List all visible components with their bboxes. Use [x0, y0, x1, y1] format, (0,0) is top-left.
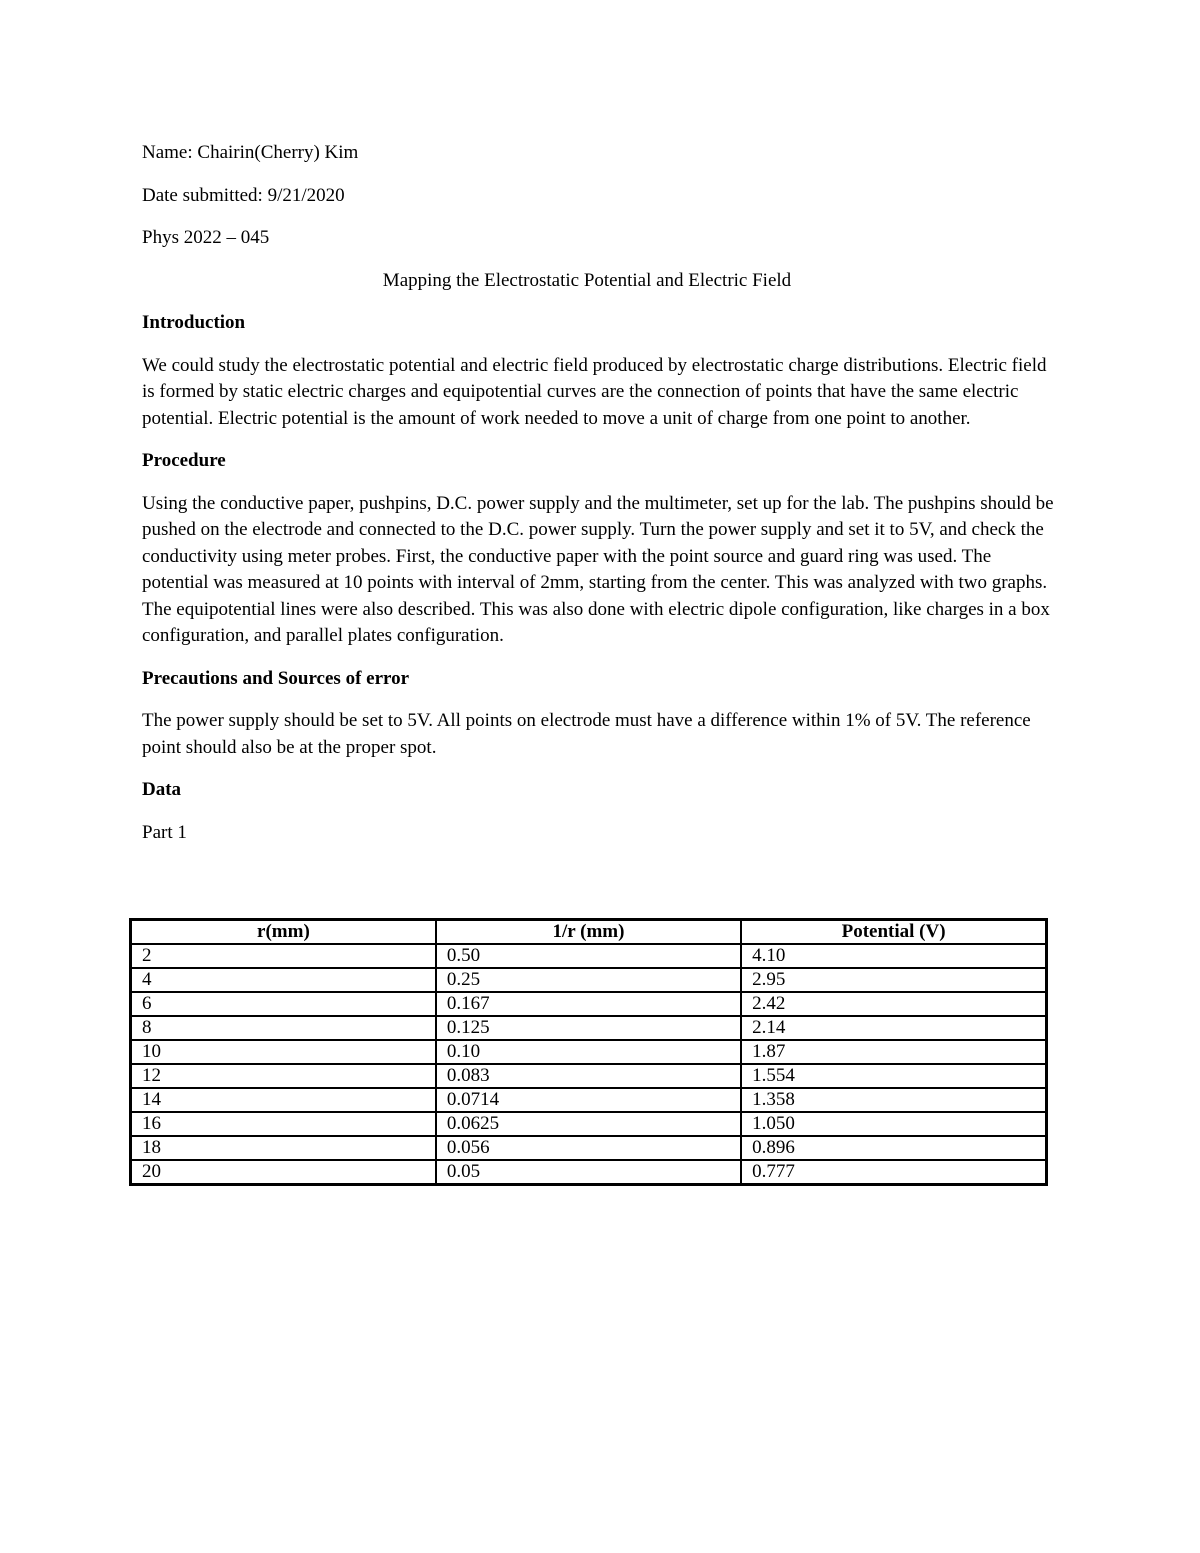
- cell-r: 16: [131, 1112, 436, 1136]
- cell-potential: 2.95: [741, 968, 1046, 992]
- cell-r: 8: [131, 1016, 436, 1040]
- course-code: Phys 2022 – 045: [142, 227, 270, 248]
- precautions-heading: Precautions and Sources of error: [142, 667, 410, 689]
- cell-potential: 2.42: [741, 992, 1046, 1016]
- cell-potential: 1.358: [741, 1088, 1046, 1112]
- table-row: [131, 968, 1047, 992]
- header-cell-inverse-r: 1/r (mm): [436, 920, 741, 945]
- header-cell-r: r(mm): [131, 920, 436, 945]
- table-row: [131, 1112, 1047, 1136]
- cell-inverse-r: 0.167: [436, 992, 741, 1016]
- cell-inverse-r: 0.083: [436, 1064, 741, 1088]
- cell-inverse-r: 0.10: [436, 1040, 741, 1064]
- cell-potential: 4.10: [741, 944, 1046, 968]
- cell-r: 18: [131, 1136, 436, 1160]
- cell-inverse-r: 0.05: [436, 1160, 741, 1185]
- cell-inverse-r: 0.125: [436, 1016, 741, 1040]
- cell-inverse-r: 0.0625: [436, 1112, 741, 1136]
- part-label: Part 1: [142, 821, 187, 843]
- table-row: [131, 992, 1047, 1016]
- cell-potential: 0.896: [741, 1136, 1046, 1160]
- table-row: [131, 1160, 1047, 1185]
- cell-r: 14: [131, 1088, 436, 1112]
- cell-r: 20: [131, 1160, 436, 1185]
- cell-potential: 1.87: [741, 1040, 1046, 1064]
- table-header-row: [131, 920, 1047, 945]
- procedure-paragraph: Using the conductive paper, pushpins, D.C. power supply and the multimeter, set up for the lab. The pushpins should be pushed on the electrode and connected to the D.C. power supply. Turn the power supply and set it to 5V, and check the conductivity using meter probes. First, the conductive paper with the point source and guard ring was used. The potential was measured at 10 points with interval of 2mm, starting from the center. This was analyzed with two graphs. The equipotential lines were also described. This was also done with electric dipole configuration, like charges in a box configuration, and parallel plates configuration.: [142, 492, 1054, 646]
- cell-r: 6: [131, 992, 436, 1016]
- table-row: [131, 1016, 1047, 1040]
- date-submitted: Date submitted: 9/21/2020: [142, 184, 345, 206]
- cell-r: 2: [131, 944, 436, 968]
- cell-inverse-r: 0.0714: [436, 1088, 741, 1112]
- table-row: [131, 944, 1047, 968]
- cell-inverse-r: 0.50: [436, 944, 741, 968]
- table-row: [131, 1040, 1047, 1064]
- cell-r: 4: [131, 968, 436, 992]
- document-title: Mapping the Electrostatic Potential and Electric Field: [382, 269, 792, 291]
- cell-r: 12: [131, 1064, 436, 1088]
- table-row: [131, 1088, 1047, 1112]
- cell-potential: 1.050: [741, 1112, 1046, 1136]
- cell-potential: 2.14: [741, 1016, 1046, 1040]
- table-row: [131, 1136, 1047, 1160]
- introduction-heading: Introduction: [142, 312, 246, 333]
- document-body: [142, 140, 1062, 862]
- cell-inverse-r: 0.056: [436, 1136, 741, 1160]
- precautions-paragraph: The power supply should be set to 5V. All points on electrode must have a difference within 1% of 5V. The reference point should also be at the proper spot.: [142, 710, 1031, 758]
- cell-r: 10: [131, 1040, 436, 1064]
- procedure-heading: Procedure: [142, 450, 226, 471]
- cell-inverse-r: 0.25: [436, 968, 741, 992]
- data-table: [129, 918, 1048, 1186]
- data-heading: Data: [142, 779, 182, 800]
- cell-potential: 0.777: [741, 1160, 1046, 1185]
- introduction-paragraph: We could study the electrostatic potential and electric field produced by electrostatic charge distributions. Electric field is formed by static electric charges and equipotential curves are the connection of points that have the same electric potential. Electric potential is the amount of work needed to move a unit of charge from one point to another.: [142, 354, 1047, 429]
- author-name: Name: Chairin(Cherry) Kim: [142, 142, 359, 163]
- table-row: [131, 1064, 1047, 1088]
- cell-potential: 1.554: [741, 1064, 1046, 1088]
- header-cell-potential: Potential (V): [741, 920, 1046, 945]
